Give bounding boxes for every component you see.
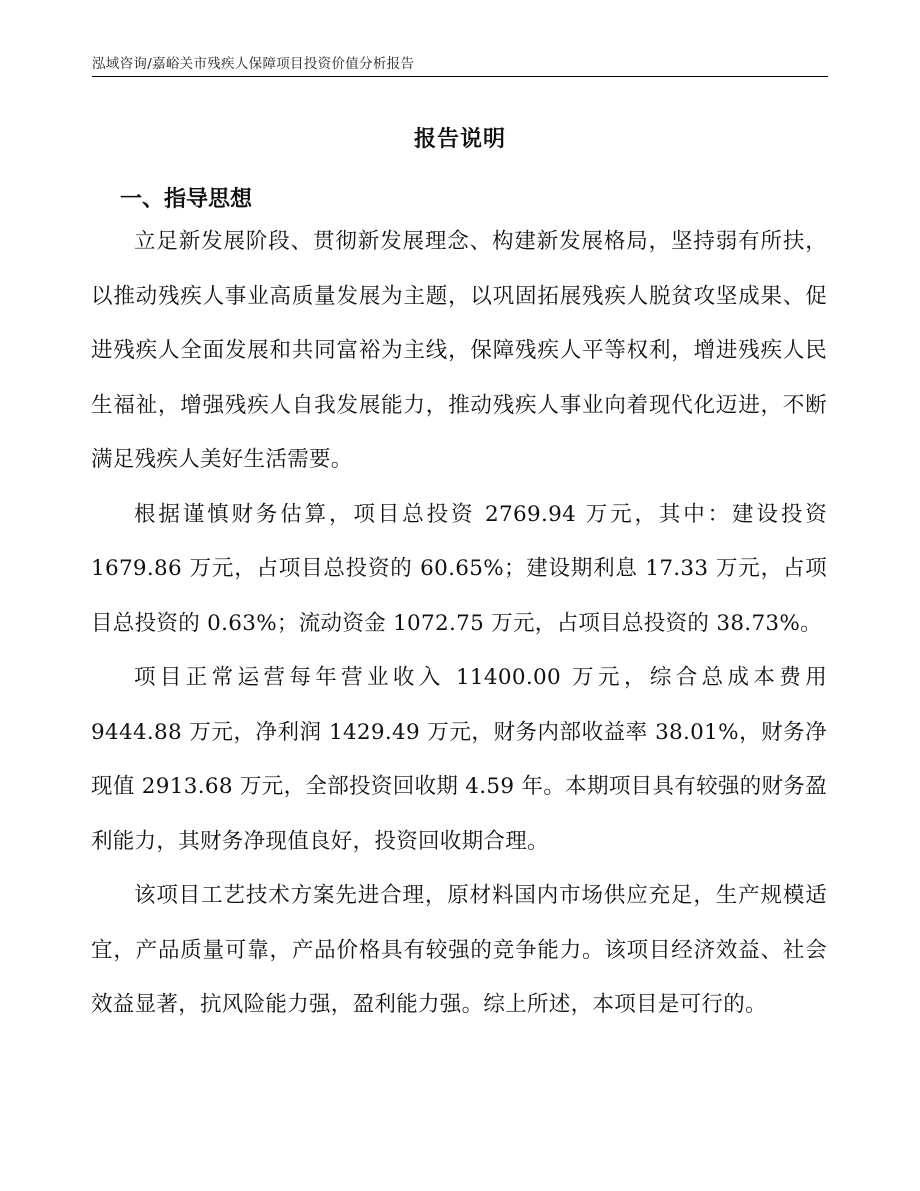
header-divider: [92, 76, 828, 77]
paragraph-operating-returns: 项目正常运营每年营业收入 11400.00 万元，综合总成本费用 9444.88 万元，净利润 1429.49 万元，财务内部收益率 38.01%，财务净现值 2913.68 万元，全部投资回收期 4.59 年。本期项目具有较强的财务盈利能力，其财务净现值良好，投资回收期合理。: [91, 665, 827, 854]
page-title: 报告说明: [413, 127, 506, 152]
paragraph-feasibility-conclusion: 该项目工艺技术方案先进合理，原材料国内市场供应充足，生产规模适宜，产品质量可靠，产品价格具有较强的竞争能力。该项目经济效益、社会效益显著，抗风险能力强，盈利能力强。综上所述，本项目是可行的。: [91, 883, 827, 1017]
paragraph-guiding-ideology: 立足新发展阶段、贯彻新发展理念、构建新发展格局，坚持弱有所扶，以推动残疾人事业高质量发展为主题，以巩固拓展残疾人脱贫攻坚成果、促进残疾人全面发展和共同富裕为主线，保障残疾人平等权利，增进残疾人民生福祉，增强残疾人自我发展能力，推动残疾人事业向着现代化迈进，不断满足残疾人美好生活需要。: [91, 229, 827, 472]
section-heading: 一、指导思想: [120, 187, 253, 212]
body-text: [91, 215, 827, 1033]
running-header: 泓域咨询/嘉峪关市残疾人保障项目投资价值分析报告: [92, 56, 415, 72]
paragraph-investment-estimate: 根据谨慎财务估算，项目总投资 2769.94 万元，其中：建设投资 1679.86 万元，占项目总投资的 60.65%；建设期利息 17.33 万元，占项目总投资的 0.63%；流动资金 1072.75 万元，占项目总投资的 38.73%。: [91, 501, 827, 636]
